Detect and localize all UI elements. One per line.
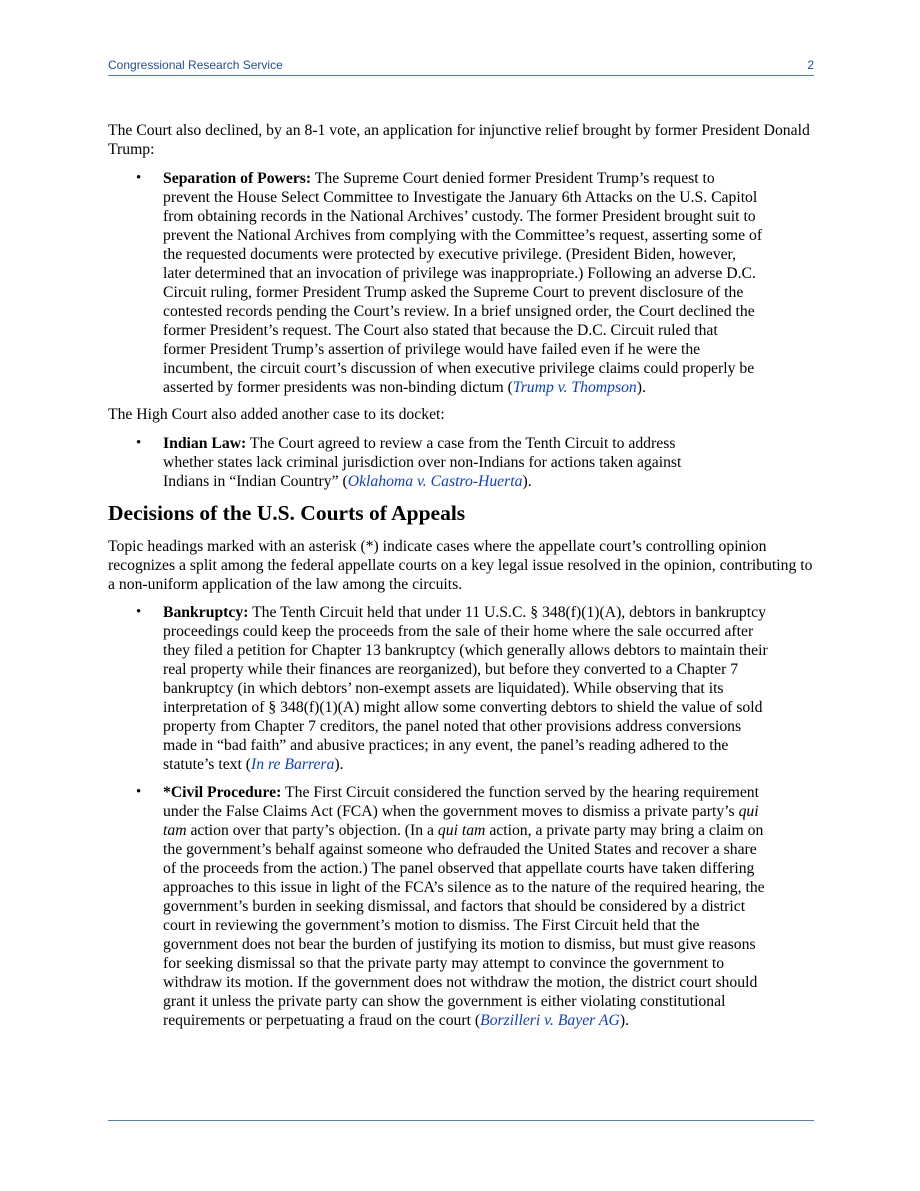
section-intro-paragraph: Topic headings marked with an asterisk (*) indicate cases where the appellate court’s controlling opinion recognizes a split among the federal appellate courts on a key legal issue resolved in the opinion, contributing to a non-uniform application of the law among the circuits. — [108, 538, 813, 593]
item-label: Indian Law: — [163, 435, 247, 452]
intro-paragraph-injunction: The Court also declined, by an 8-1 vote, an application for injunctive relief brought by former President Donald Trump: — [108, 122, 810, 158]
item-end: ). — [522, 473, 532, 490]
page-number: 2 — [807, 58, 814, 72]
case-link-oklahoma-v-castro-huerta[interactable]: Oklahoma v. Castro-Huerta — [347, 473, 523, 490]
italic-term: qui tam — [437, 822, 486, 839]
header-org: Congressional Research Service — [108, 58, 283, 72]
item-end: ). — [636, 379, 646, 396]
item-label: Separation of Powers: — [163, 170, 312, 187]
item-text: The Court agreed to review a case from the Tenth Circuit to address whether states lack criminal jurisdiction over non-Indians for actions taken against Indians in “Indian Country” ( — [163, 435, 682, 490]
item-text: The Tenth Circuit held that under 11 U.S.C. § 348(f)(1)(A), debtors in bankruptcy proceedings could keep the proceeds from the sale of their home where the sale occurred after they filed a petition for Chapter 13 bankruptcy (which generally allows debtors to maintain their real property while their finances are reorganized), but before they converted to a Chapter 7 bankruptcy (in which debtors’ non-exempt assets are liquidated). While observing that its interpretation of § 348(f)(1)(A) might allow some converting debtors to shield the value of sold property from Chapter 7 creditors, the panel noted that other provisions address conversions made in “bad faith” and abusive practices; in any event, the panel’s reading adhered to the statute’s text ( — [163, 604, 768, 773]
item-label: *Civil Procedure: — [163, 784, 282, 801]
item-end: ). — [619, 1012, 629, 1029]
item-end: ). — [334, 756, 344, 773]
bullet-list-docket — [108, 434, 814, 491]
item-text: action over that party’s objection. (In a — [186, 822, 438, 839]
list-item-civil-procedure — [108, 783, 773, 1030]
case-link-trump-v-thompson[interactable]: Trump v. Thompson — [512, 379, 637, 396]
bullet-icon: • — [136, 604, 142, 620]
page-header — [108, 58, 814, 76]
bullet-icon: • — [136, 435, 142, 451]
item-label: Bankruptcy: — [163, 604, 249, 621]
section-heading: Decisions of the U.S. Courts of Appeals — [108, 501, 466, 525]
bullet-icon: • — [136, 170, 142, 186]
case-link-borzilleri-v-bayer-ag[interactable]: Borzilleri v. Bayer AG — [480, 1012, 620, 1029]
bullet-list-injunction — [108, 169, 814, 397]
list-item-indian-law — [108, 434, 723, 491]
case-link-in-re-barrera[interactable]: In re Barrera — [251, 756, 335, 773]
item-text: The First Circuit considered the function served by the hearing requirement under the False Claims Act (FCA) when the government moves to dismiss a private party’s — [163, 784, 759, 820]
intro-paragraph-docket: The High Court also added another case to its docket: — [108, 406, 445, 423]
item-text: action, a private party may bring a claim on the government’s behalf against someone who defrauded the United States and recover a share of the proceeds from the action.) The panel observed that appellate courts have taken differing approaches to this issue in light of the FCA’s silence as to the nature of the required hearing, the government’s burden in seeking dismissal, and factors that should be considered by a district court in reviewing the government’s motion to dismiss. The First Circuit held that the government does not bear the burden of justifying its motion to dismiss, but must give reasons for seeking dismissal so that the private party may attempt to convince the government to withdraw its motion. If the government does not withdraw the motion, the district court should grant it unless the private party can show the government is either violating constitutional requirements or perpetuating a fraud on the court ( — [163, 822, 765, 1029]
document-body — [108, 121, 814, 1030]
italic-term: qui tam — [163, 803, 759, 839]
list-item-bankruptcy — [108, 603, 773, 774]
bullet-icon: • — [136, 784, 142, 800]
list-item-separation-of-powers — [108, 169, 763, 397]
footer-divider — [108, 1120, 814, 1121]
item-text: The Supreme Court denied former President Trump’s request to prevent the House Select Committee to Investigate the January 6th Attacks on the U.S. Capitol from obtaining records in the National Archives’ custody. The former President brought suit to prevent the National Archives from complying with the Committee’s request, asserting some of the requested documents were protected by executive privilege. (President Biden, however, later determined that an invocation of privilege was inappropriate.) Following an adverse D.C. Circuit ruling, former President Trump asked the Supreme Court to prevent disclosure of the contested records pending the Court’s review. In a brief unsigned order, the Court declined the former President’s request. The Court also stated that because the D.C. Circuit ruled that former President Trump’s assertion of privilege would have failed even if he were the incumbent, the circuit court’s discussion of when executive privilege claims could properly be asserted by former presidents was non-binding dictum ( — [163, 170, 763, 396]
bullet-list-appeals — [108, 603, 814, 1030]
